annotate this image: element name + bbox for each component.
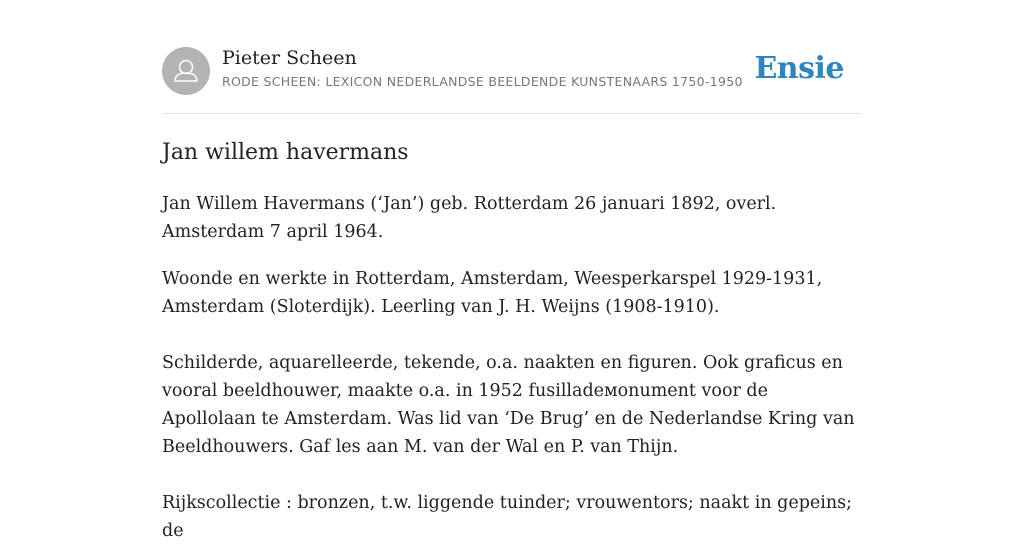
header-divider	[162, 113, 862, 114]
paragraph-work: Schilderde, aquarelleerde, tekende, o.a. naakten en figuren. Ook graficus en vooral beeldhouwer, maakte o.a. in 1952 fusilladeмonument voor de Apollolaan te Amsterdam. Was lid van ‘De Brug’ en de Nederlandse Kring van Beeldhouwers. Gaf les aan M. van der Wal en P. van Thijn.	[162, 353, 855, 457]
paragraph-birth-death: Jan Willem Havermans (‘Jan’) geb. Rotterdam 26 januari 1892, overl. Amsterdam 7 april 1964.	[162, 194, 777, 242]
article-header	[162, 46, 862, 96]
article-title: Jan willem havermans	[162, 140, 409, 165]
ensie-logo[interactable]: Ensie	[754, 51, 844, 86]
author-name[interactable]: Pieter Scheen	[222, 47, 357, 69]
paragraph-residence: Woonde en werkte in Rotterdam, Amsterdam, Weesperkarspel 1929-1931, Amsterdam (Sloterdijk). Leerling van J. H. Weijns (1908-1910).	[162, 269, 823, 317]
paragraph-collection: Rijkscollectie : bronzen, t.w. liggende tuinder; vrouwentors; naakt in gepeins; de	[162, 493, 853, 541]
user-icon[interactable]	[162, 47, 210, 95]
source-name[interactable]: RODE SCHEEN: LEXICON NEDERLANDSE BEELDENDE KUNSTENAARS 1750-1950	[222, 74, 743, 89]
article-body	[162, 190, 862, 545]
